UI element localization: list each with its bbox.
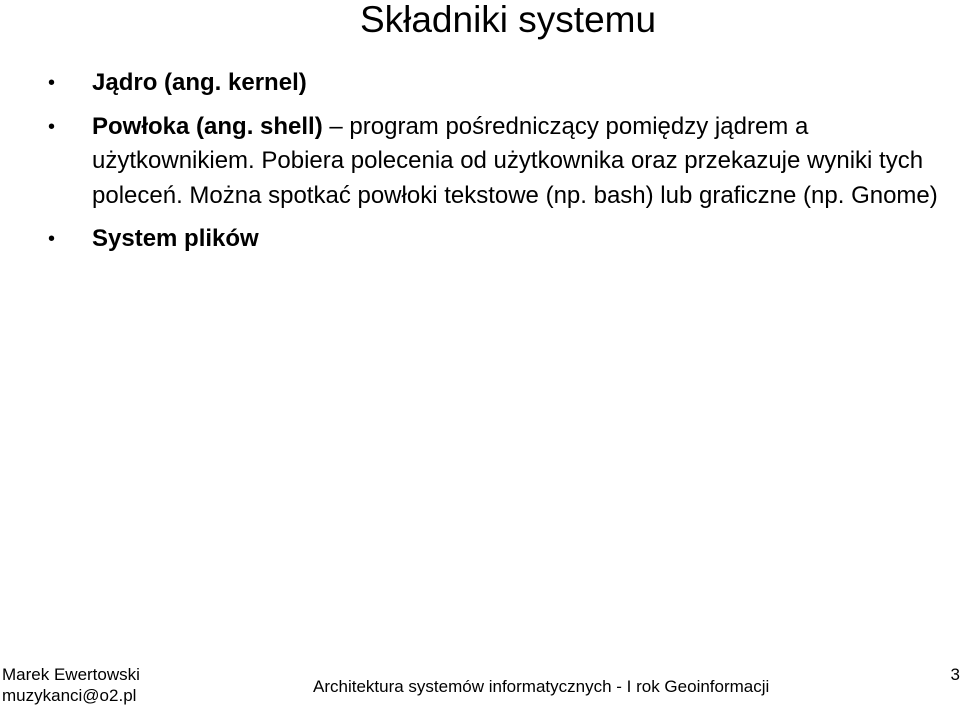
bullet-item-kernel xyxy=(48,66,948,101)
footer-author: Marek Ewertowski xyxy=(2,665,140,684)
bullet-heading: System plików xyxy=(92,225,259,252)
bullet-item-shell xyxy=(48,110,948,214)
page-number: 3 xyxy=(950,665,960,684)
slide-title: Składniki systemu xyxy=(359,0,657,40)
bullet-heading: Jądro (ang. kernel) xyxy=(92,69,307,96)
bullet-list xyxy=(48,66,948,266)
footer-author-block xyxy=(2,664,140,706)
bullet-icon: • xyxy=(48,228,56,250)
footer-email: muzykanci@o2.pl xyxy=(2,686,137,705)
bullet-icon: • xyxy=(48,72,56,94)
footer-course: Architektura systemów informatycznych - I rok Geoinformacji xyxy=(313,677,770,696)
bullet-item-filesystem xyxy=(48,222,948,257)
bullet-dash: – xyxy=(329,112,343,140)
bullet-heading: Powłoka (ang. shell) xyxy=(92,112,323,140)
bullet-icon: • xyxy=(48,115,56,138)
bullet-description: program pośredniczący pomiędzy jądrem a użytkownikiem. Pobiera polecenia od użytkownika oraz przekazuje wyniki tych poleceń. Można spotkać powłoki tekstowe (np. bash) lub graficzne (np. Gnome) xyxy=(92,112,938,209)
